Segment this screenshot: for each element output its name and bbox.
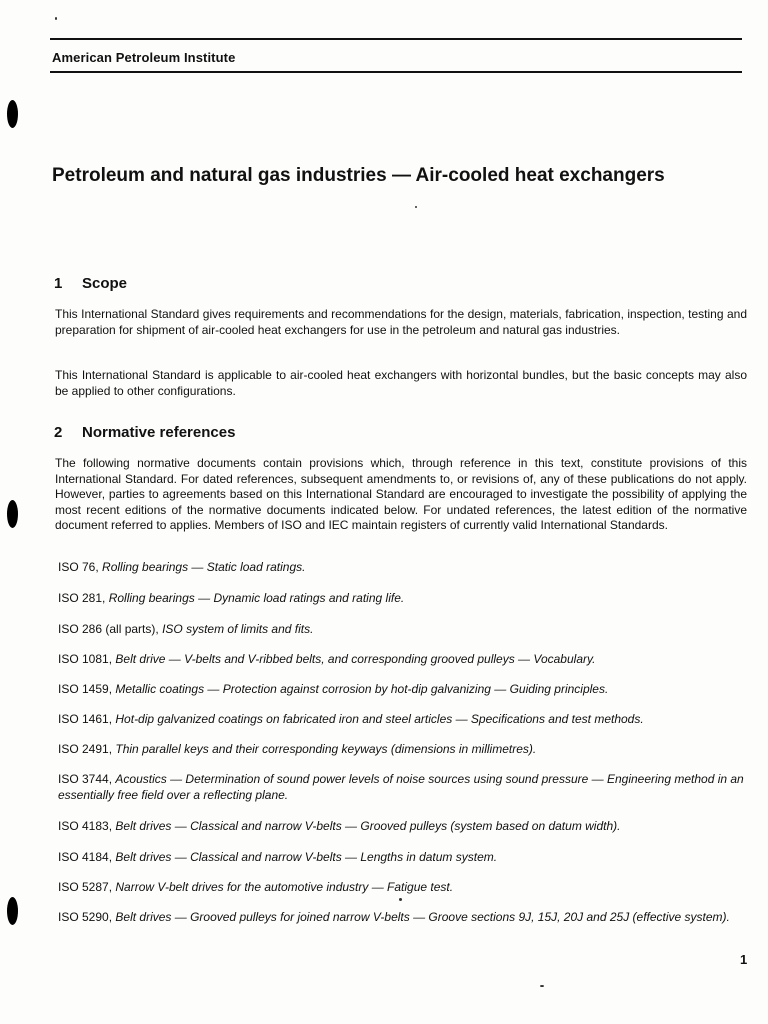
reference-item bbox=[58, 741, 750, 757]
header-rule-bottom bbox=[50, 71, 742, 73]
reference-title: Hot-dip galvanized coatings on fabricated iron and steel articles — Specifications and test methods. bbox=[115, 712, 644, 726]
reference-item bbox=[58, 651, 750, 667]
header-rule-top bbox=[50, 38, 742, 40]
reference-code: ISO 286 (all parts), bbox=[58, 622, 159, 636]
reference-title: Thin parallel keys and their corresponding keyways (dimensions in millimetres). bbox=[115, 742, 537, 756]
reference-code: ISO 281, bbox=[58, 591, 106, 605]
reference-title: Belt drives — Grooved pulleys for joined narrow V-belts — Groove sections 9J, 15J, 20J and 25J (effective system). bbox=[115, 910, 730, 924]
section-number: 1 bbox=[54, 275, 63, 292]
reference-code: ISO 5290, bbox=[58, 910, 113, 924]
punch-hole-top bbox=[7, 100, 18, 128]
reference-title: Rolling bearings — Static load ratings. bbox=[102, 560, 306, 574]
section-number: 2 bbox=[54, 424, 63, 441]
reference-item bbox=[58, 909, 748, 925]
scope-paragraph: This International Standard is applicable to air-cooled heat exchangers with horizontal bundles, but the basic concepts may also be applied to other configurations. bbox=[55, 368, 747, 398]
reference-item bbox=[58, 559, 750, 575]
document-title: Petroleum and natural gas industries — Air-cooled heat exchangers bbox=[52, 165, 665, 186]
reference-item bbox=[58, 681, 750, 697]
reference-title: ISO system of limits and fits. bbox=[162, 622, 314, 636]
reference-item bbox=[58, 849, 750, 865]
section-title: Scope bbox=[82, 275, 128, 292]
scope-paragraph: This International Standard gives requirements and recommendations for the design, materials, fabrication, inspection, testing and preparation for shipment of air-cooled heat exchangers for use in the petroleum and natural gas industries. bbox=[55, 307, 747, 337]
reference-title: Metallic coatings — Protection against corrosion by hot-dip galvanizing — Guiding principles. bbox=[115, 682, 609, 696]
reference-code: ISO 3744, bbox=[58, 772, 113, 786]
punch-hole-bottom bbox=[7, 897, 18, 925]
reference-code: ISO 4183, bbox=[58, 819, 113, 833]
reference-title: Belt drives — Classical and narrow V-belts — Grooved pulleys (system based on datum width). bbox=[115, 819, 621, 833]
page-number: 1 bbox=[740, 952, 748, 967]
reference-code: ISO 1461, bbox=[58, 712, 113, 726]
reference-code: ISO 2491, bbox=[58, 742, 113, 756]
reference-code: ISO 4184, bbox=[58, 850, 113, 864]
reference-item bbox=[58, 621, 750, 637]
punch-hole-middle bbox=[7, 500, 18, 528]
scan-speck bbox=[540, 985, 544, 987]
scan-speck bbox=[55, 17, 57, 20]
reference-item bbox=[58, 711, 750, 727]
reference-item bbox=[58, 590, 750, 606]
reference-title: Belt drive — V-belts and V-ribbed belts, and corresponding grooved pulleys — Vocabulary. bbox=[115, 652, 596, 666]
reference-item bbox=[58, 879, 750, 895]
reference-title: Rolling bearings — Dynamic load ratings and rating life. bbox=[108, 591, 405, 605]
reference-title: Belt drives — Classical and narrow V-belts — Lengths in datum system. bbox=[115, 850, 498, 864]
running-header: American Petroleum Institute bbox=[52, 50, 236, 65]
reference-item bbox=[58, 818, 750, 834]
reference-item bbox=[58, 771, 748, 803]
normative-references-paragraph: The following normative documents contain provisions which, through reference in this text, constitute provisions of this International Standard. For dated references, subsequent amendments to, or revisions of, any of these publications do not apply. However, parties to agreements based on this International Standard are encouraged to investigate the possibility of applying the most recent editions of the normative documents indicated below. For undated references, the latest edition of the normative document referred to applies. Members of ISO and IEC maintain registers of currently valid International Standards. bbox=[55, 456, 747, 532]
reference-title: Narrow V-belt drives for the automotive industry — Fatigue test. bbox=[115, 880, 454, 894]
section-heading-normative-references bbox=[54, 424, 235, 441]
reference-code: ISO 1459, bbox=[58, 682, 113, 696]
reference-title: Acoustics — Determination of sound power levels of noise sources using sound pressure — Engineering method in an essentially free field over a reflecting plane. bbox=[58, 772, 744, 802]
scan-speck bbox=[399, 898, 402, 901]
reference-code: ISO 1081, bbox=[58, 652, 113, 666]
reference-code: ISO 5287, bbox=[58, 880, 113, 894]
section-heading-scope bbox=[54, 275, 127, 292]
scan-speck bbox=[415, 206, 417, 208]
reference-code: ISO 76, bbox=[58, 560, 99, 574]
section-title: Normative references bbox=[82, 424, 236, 441]
